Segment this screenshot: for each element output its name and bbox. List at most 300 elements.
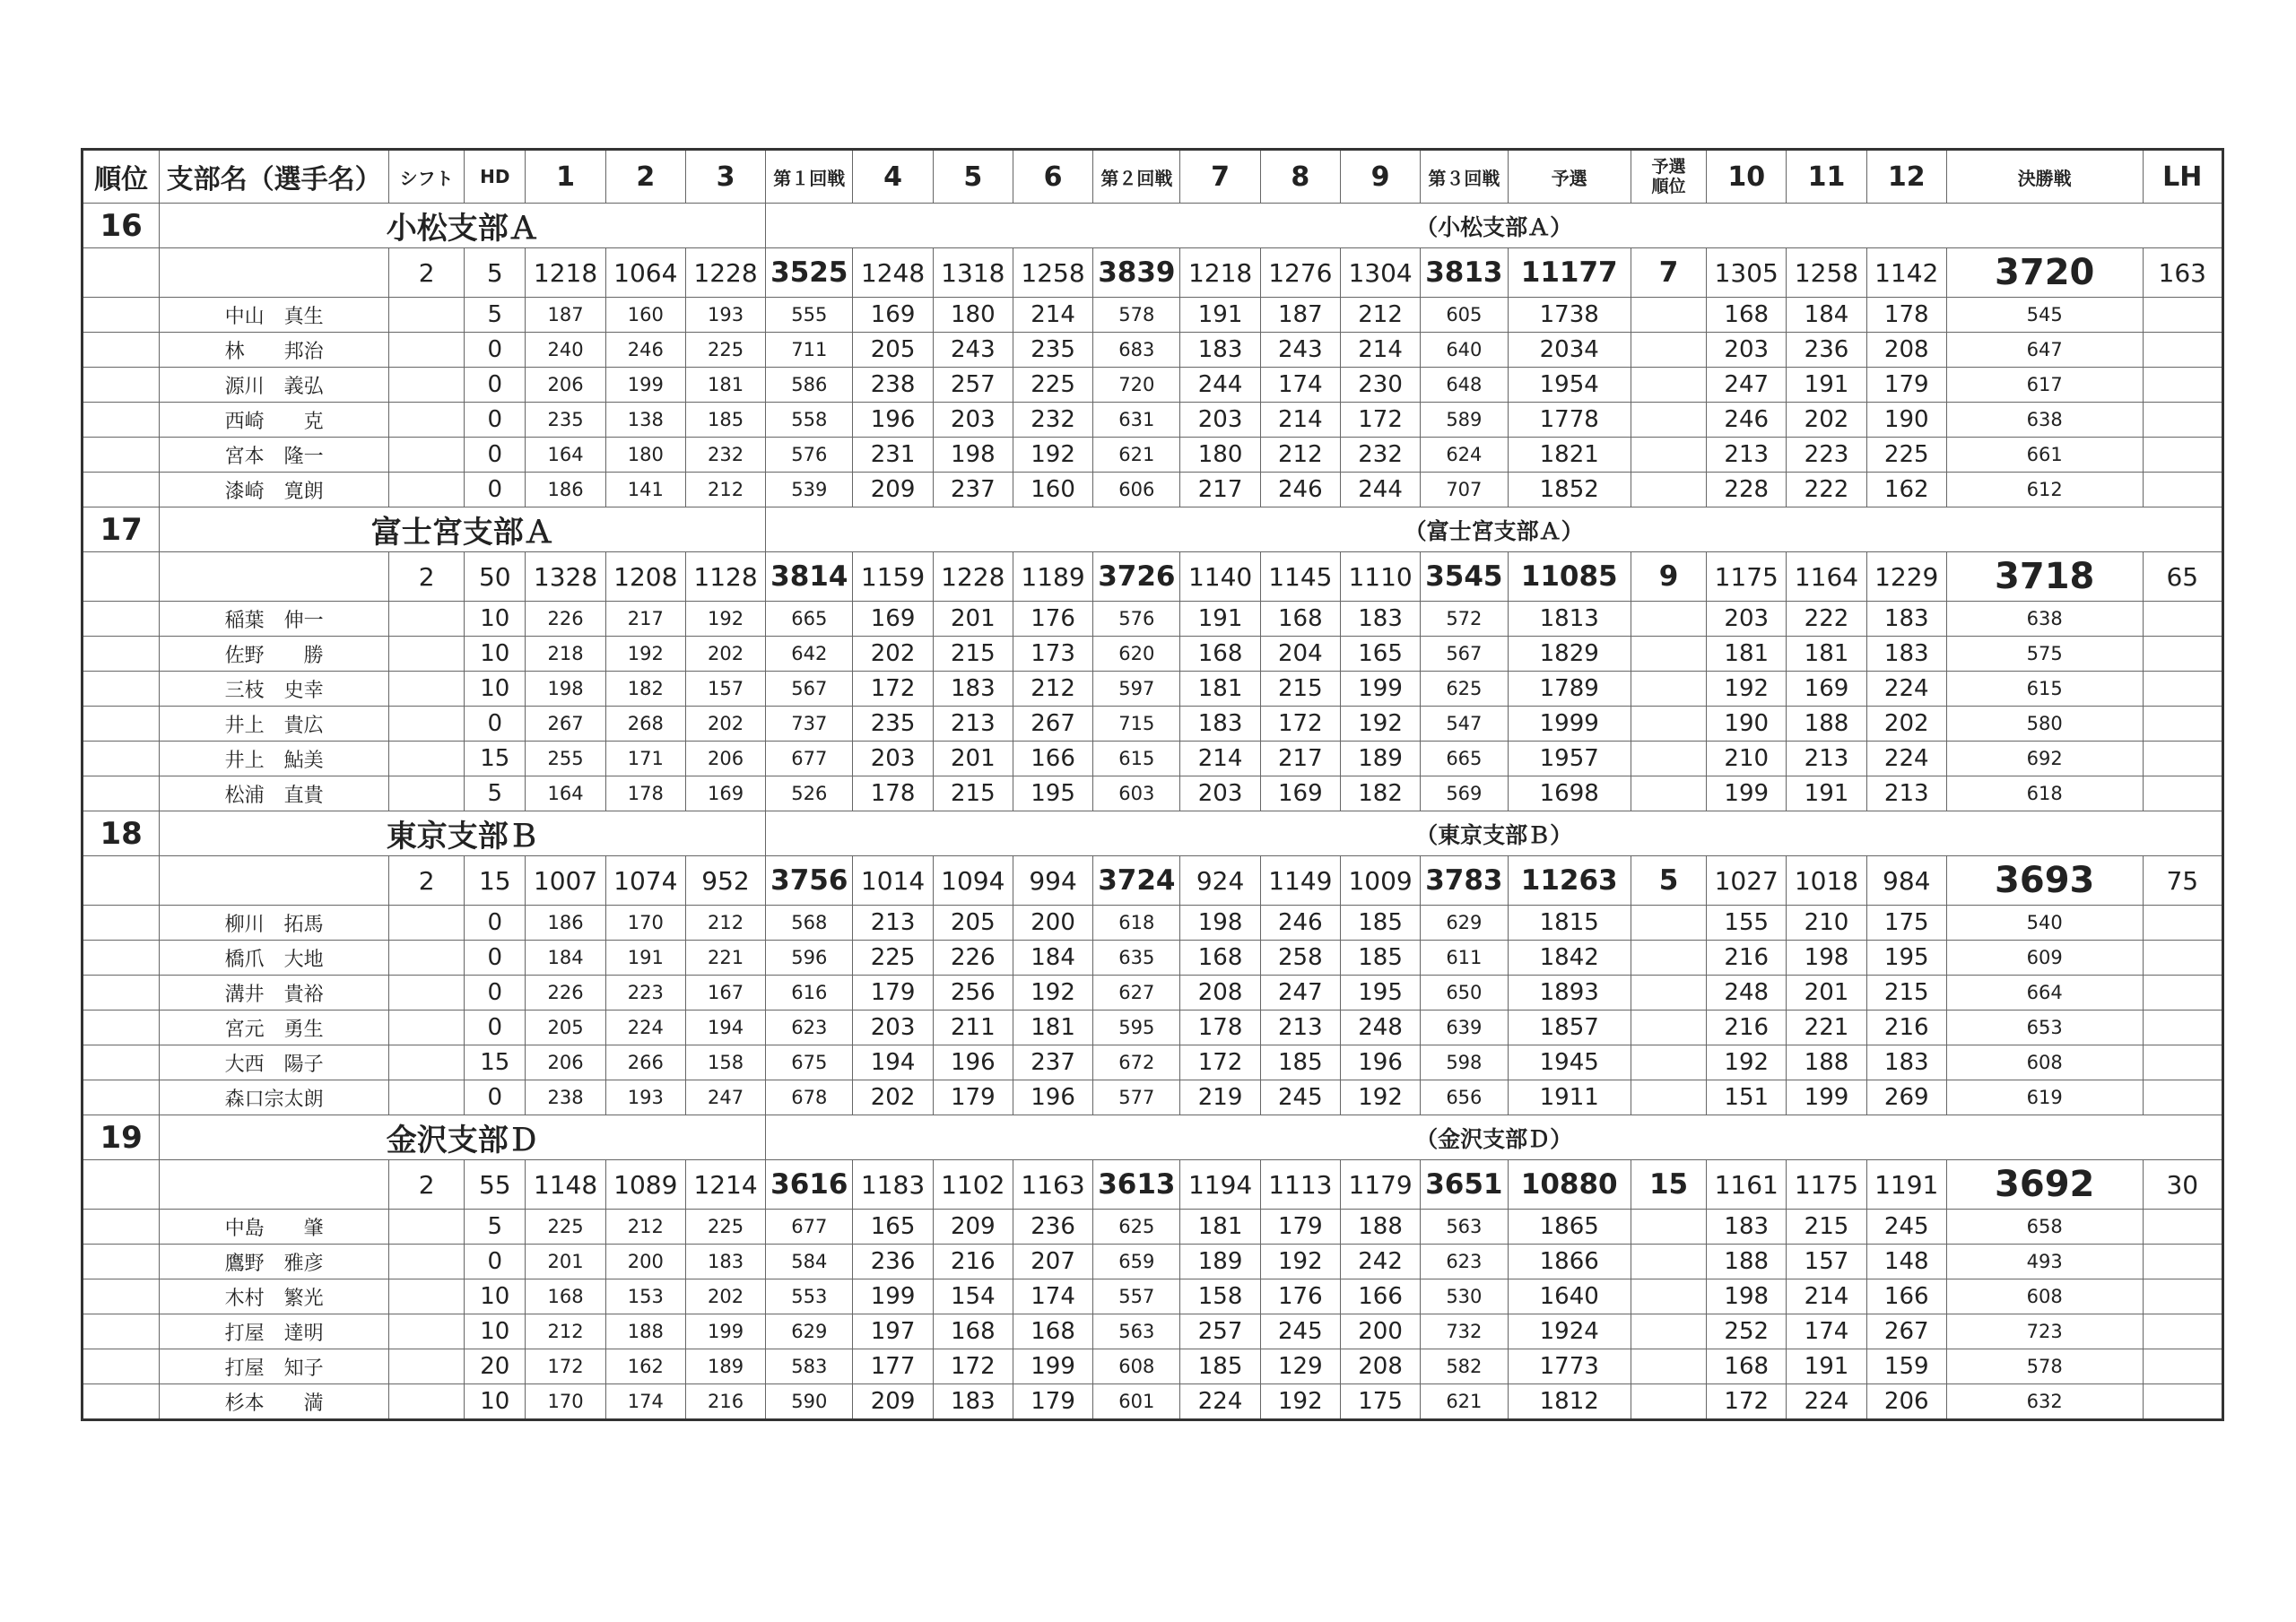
player-hd: 5 xyxy=(465,1210,526,1245)
player-r1: 590 xyxy=(766,1384,853,1420)
player-g2: 224 xyxy=(605,1010,685,1045)
team-header-row xyxy=(83,204,2223,248)
team-name: 小松支部Ａ xyxy=(160,204,766,248)
total-g5: 1318 xyxy=(933,248,1013,298)
player-g9: 200 xyxy=(1340,1314,1420,1349)
player-g7: 168 xyxy=(1180,637,1260,672)
player-g7: 185 xyxy=(1180,1349,1260,1384)
total-g2: 1074 xyxy=(605,856,685,906)
player-g11: 222 xyxy=(1787,602,1866,637)
blank-cell xyxy=(160,1160,389,1210)
player-r3: 547 xyxy=(1421,707,1508,742)
player-g7: 180 xyxy=(1180,438,1260,473)
player-g5: 180 xyxy=(933,298,1013,333)
total-r1: 3814 xyxy=(766,552,853,602)
player-g2: 141 xyxy=(605,473,685,507)
player-g2: 160 xyxy=(605,298,685,333)
col-header-rank: 順位 xyxy=(83,150,160,204)
player-name: 宮本 隆一 xyxy=(160,438,389,473)
player-g8: 168 xyxy=(1260,602,1340,637)
player-final: 638 xyxy=(1946,403,2143,438)
blank-cell xyxy=(83,1010,160,1045)
blank-cell xyxy=(83,473,160,507)
player-g9: 195 xyxy=(1340,976,1420,1010)
player-g12: 183 xyxy=(1866,1045,1946,1080)
player-final: 723 xyxy=(1946,1314,2143,1349)
player-r3: 582 xyxy=(1421,1349,1508,1384)
blank-cell xyxy=(1631,473,1706,507)
total-r3: 3545 xyxy=(1421,552,1508,602)
blank-cell xyxy=(388,1210,464,1245)
player-final: 540 xyxy=(1946,906,2143,941)
player-g4: 172 xyxy=(853,672,933,707)
player-hd: 0 xyxy=(465,1245,526,1279)
player-g8: 192 xyxy=(1260,1245,1340,1279)
total-r1: 3616 xyxy=(766,1160,853,1210)
blank-cell xyxy=(83,1384,160,1420)
player-g10: 199 xyxy=(1707,776,1787,811)
player-g8: 192 xyxy=(1260,1384,1340,1420)
blank-cell xyxy=(2143,941,2222,976)
player-g3: 183 xyxy=(685,1245,765,1279)
player-prelim: 1954 xyxy=(1508,368,1631,403)
blank-cell xyxy=(388,906,464,941)
total-g4: 1014 xyxy=(853,856,933,906)
player-prelim: 1852 xyxy=(1508,473,1631,507)
player-g2: 162 xyxy=(605,1349,685,1384)
blank-cell xyxy=(83,976,160,1010)
player-g1: 186 xyxy=(526,906,605,941)
player-g2: 200 xyxy=(605,1245,685,1279)
blank-cell xyxy=(388,1279,464,1314)
player-g11: 222 xyxy=(1787,473,1866,507)
total-final: 3693 xyxy=(1946,856,2143,906)
player-g10: 155 xyxy=(1707,906,1787,941)
player-r3: 563 xyxy=(1421,1210,1508,1245)
player-final: 664 xyxy=(1946,976,2143,1010)
player-g11: 210 xyxy=(1787,906,1866,941)
player-g12: 183 xyxy=(1866,637,1946,672)
blank-cell xyxy=(388,672,464,707)
player-final: 638 xyxy=(1946,602,2143,637)
col-header-round2: 第２回戦 xyxy=(1093,150,1180,204)
player-hd: 10 xyxy=(465,672,526,707)
player-g4: 165 xyxy=(853,1210,933,1245)
player-g6: 160 xyxy=(1013,473,1092,507)
player-r1: 623 xyxy=(766,1010,853,1045)
player-r2: 601 xyxy=(1093,1384,1180,1420)
player-g5: 196 xyxy=(933,1045,1013,1080)
blank-cell xyxy=(2143,298,2222,333)
player-g2: 199 xyxy=(605,368,685,403)
player-g3: 202 xyxy=(685,707,765,742)
blank-cell xyxy=(1631,1384,1706,1420)
total-r3: 3813 xyxy=(1421,248,1508,298)
player-g4: 209 xyxy=(853,473,933,507)
player-g12: 224 xyxy=(1866,742,1946,776)
blank-cell xyxy=(2143,1349,2222,1384)
player-name: 三枝 史幸 xyxy=(160,672,389,707)
player-g1: 168 xyxy=(526,1279,605,1314)
player-prelim: 1773 xyxy=(1508,1349,1631,1384)
player-g11: 191 xyxy=(1787,776,1866,811)
player-g4: 179 xyxy=(853,976,933,1010)
col-header-prelim-rank: 予選 順位 xyxy=(1631,150,1706,204)
player-g11: 224 xyxy=(1787,1384,1866,1420)
player-g2: 174 xyxy=(605,1384,685,1420)
blank-cell xyxy=(2143,1314,2222,1349)
player-row xyxy=(83,403,2223,438)
team-header-row xyxy=(83,811,2223,856)
blank-cell xyxy=(388,438,464,473)
player-g11: 215 xyxy=(1787,1210,1866,1245)
blank-cell xyxy=(1631,1349,1706,1384)
total-g1: 1007 xyxy=(526,856,605,906)
player-name: 打屋 達明 xyxy=(160,1314,389,1349)
player-g1: 186 xyxy=(526,473,605,507)
player-hd: 5 xyxy=(465,776,526,811)
player-g7: 189 xyxy=(1180,1245,1260,1279)
total-g12: 1142 xyxy=(1866,248,1946,298)
player-g3: 212 xyxy=(685,906,765,941)
player-g9: 192 xyxy=(1340,1080,1420,1115)
player-g6: 225 xyxy=(1013,368,1092,403)
player-g6: 196 xyxy=(1013,1080,1092,1115)
player-g11: 191 xyxy=(1787,368,1866,403)
blank-cell xyxy=(388,1349,464,1384)
player-g10: 183 xyxy=(1707,1210,1787,1245)
player-row xyxy=(83,368,2223,403)
col-header-round1: 第１回戦 xyxy=(766,150,853,204)
player-g10: 151 xyxy=(1707,1080,1787,1115)
player-g10: 203 xyxy=(1707,333,1787,368)
player-g6: 199 xyxy=(1013,1349,1092,1384)
player-r1: 711 xyxy=(766,333,853,368)
player-prelim: 1945 xyxy=(1508,1045,1631,1080)
player-g2: 153 xyxy=(605,1279,685,1314)
blank-cell xyxy=(388,298,464,333)
player-g10: 181 xyxy=(1707,637,1787,672)
blank-cell xyxy=(388,637,464,672)
player-g3: 202 xyxy=(685,1279,765,1314)
total-prelim: 11177 xyxy=(1508,248,1631,298)
player-g6: 174 xyxy=(1013,1279,1092,1314)
blank-cell xyxy=(1631,976,1706,1010)
blank-cell xyxy=(2143,438,2222,473)
team-header-row xyxy=(83,507,2223,552)
player-g10: 248 xyxy=(1707,976,1787,1010)
player-g8: 176 xyxy=(1260,1279,1340,1314)
blank-cell xyxy=(83,1349,160,1384)
player-g2: 246 xyxy=(605,333,685,368)
player-g3: 189 xyxy=(685,1349,765,1384)
player-g3: 247 xyxy=(685,1080,765,1115)
player-g3: 232 xyxy=(685,438,765,473)
player-name: 杉本 満 xyxy=(160,1384,389,1420)
player-final: 580 xyxy=(1946,707,2143,742)
player-g5: 198 xyxy=(933,438,1013,473)
player-g9: 175 xyxy=(1340,1384,1420,1420)
player-name: 林 邦治 xyxy=(160,333,389,368)
player-final: 575 xyxy=(1946,637,2143,672)
player-final: 493 xyxy=(1946,1245,2143,1279)
player-row xyxy=(83,1314,2223,1349)
player-name: 柳川 拓馬 xyxy=(160,906,389,941)
total-g7: 1140 xyxy=(1180,552,1260,602)
player-g6: 173 xyxy=(1013,637,1092,672)
player-g3: 212 xyxy=(685,473,765,507)
player-g4: 225 xyxy=(853,941,933,976)
blank-cell xyxy=(388,602,464,637)
player-g5: 168 xyxy=(933,1314,1013,1349)
col-header-g2: 2 xyxy=(605,150,685,204)
player-row xyxy=(83,1279,2223,1314)
player-g4: 236 xyxy=(853,1245,933,1279)
player-g7: 203 xyxy=(1180,403,1260,438)
player-r2: 597 xyxy=(1093,672,1180,707)
player-row xyxy=(83,776,2223,811)
player-row xyxy=(83,1349,2223,1384)
player-g6: 195 xyxy=(1013,776,1092,811)
player-r3: 625 xyxy=(1421,672,1508,707)
player-r2: 631 xyxy=(1093,403,1180,438)
player-g9: 208 xyxy=(1340,1349,1420,1384)
total-g2: 1064 xyxy=(605,248,685,298)
player-g9: 183 xyxy=(1340,602,1420,637)
player-g8: 212 xyxy=(1260,438,1340,473)
player-g12: 208 xyxy=(1866,333,1946,368)
player-g11: 188 xyxy=(1787,707,1866,742)
blank-cell xyxy=(1631,1279,1706,1314)
total-prelim: 10880 xyxy=(1508,1160,1631,1210)
player-row xyxy=(83,742,2223,776)
col-header-g7: 7 xyxy=(1180,150,1260,204)
player-g1: 172 xyxy=(526,1349,605,1384)
player-g3: 158 xyxy=(685,1045,765,1080)
player-hd: 10 xyxy=(465,637,526,672)
player-row xyxy=(83,672,2223,707)
player-g10: 192 xyxy=(1707,1045,1787,1080)
player-g5: 215 xyxy=(933,776,1013,811)
total-r2: 3839 xyxy=(1093,248,1180,298)
total-r3: 3783 xyxy=(1421,856,1508,906)
team-total-row xyxy=(83,552,2223,602)
blank-cell xyxy=(1631,333,1706,368)
team-rank: 16 xyxy=(83,204,160,248)
total-g3: 1128 xyxy=(685,552,765,602)
blank-cell xyxy=(83,941,160,976)
player-hd: 0 xyxy=(465,906,526,941)
total-g10: 1175 xyxy=(1707,552,1787,602)
blank-cell xyxy=(2143,602,2222,637)
player-g7: 198 xyxy=(1180,906,1260,941)
player-r3: 650 xyxy=(1421,976,1508,1010)
player-prelim: 1865 xyxy=(1508,1210,1631,1245)
player-final: 658 xyxy=(1946,1210,2143,1245)
blank-cell xyxy=(388,1245,464,1279)
total-prelim-rank: 7 xyxy=(1631,248,1706,298)
player-g9: 182 xyxy=(1340,776,1420,811)
total-hd: 55 xyxy=(465,1160,526,1210)
player-g2: 193 xyxy=(605,1080,685,1115)
total-r3: 3651 xyxy=(1421,1160,1508,1210)
blank-cell xyxy=(83,707,160,742)
player-g7: 244 xyxy=(1180,368,1260,403)
player-g4: 202 xyxy=(853,1080,933,1115)
blank-cell xyxy=(2143,333,2222,368)
total-g4: 1159 xyxy=(853,552,933,602)
player-g7: 208 xyxy=(1180,976,1260,1010)
player-g1: 201 xyxy=(526,1245,605,1279)
player-g1: 218 xyxy=(526,637,605,672)
blank-cell xyxy=(2143,1245,2222,1279)
total-g1: 1218 xyxy=(526,248,605,298)
player-name: 溝井 貴裕 xyxy=(160,976,389,1010)
player-g3: 169 xyxy=(685,776,765,811)
total-prelim-rank: 5 xyxy=(1631,856,1706,906)
col-header-g8: 8 xyxy=(1260,150,1340,204)
player-g10: 213 xyxy=(1707,438,1787,473)
player-r1: 567 xyxy=(766,672,853,707)
team-name: 東京支部Ｂ xyxy=(160,811,766,856)
col-header-hd: HD xyxy=(465,150,526,204)
player-g10: 192 xyxy=(1707,672,1787,707)
col-header-g5: 5 xyxy=(933,150,1013,204)
player-hd: 15 xyxy=(465,1045,526,1080)
player-r1: 558 xyxy=(766,403,853,438)
player-g6: 168 xyxy=(1013,1314,1092,1349)
player-g8: 129 xyxy=(1260,1349,1340,1384)
player-g11: 184 xyxy=(1787,298,1866,333)
total-shift: 2 xyxy=(388,552,464,602)
player-name: 打屋 知子 xyxy=(160,1349,389,1384)
player-g5: 215 xyxy=(933,637,1013,672)
player-name: 中山 真生 xyxy=(160,298,389,333)
blank-cell xyxy=(1631,403,1706,438)
player-g6: 166 xyxy=(1013,742,1092,776)
player-prelim: 1738 xyxy=(1508,298,1631,333)
blank-cell xyxy=(83,602,160,637)
player-hd: 0 xyxy=(465,438,526,473)
blank-cell xyxy=(1631,1314,1706,1349)
player-r3: 621 xyxy=(1421,1384,1508,1420)
player-g10: 228 xyxy=(1707,473,1787,507)
blank-cell xyxy=(2143,707,2222,742)
blank-cell xyxy=(83,1314,160,1349)
player-r2: 603 xyxy=(1093,776,1180,811)
player-r2: 672 xyxy=(1093,1045,1180,1080)
player-g4: 199 xyxy=(853,1279,933,1314)
table-body xyxy=(83,204,2223,1420)
player-g5: 243 xyxy=(933,333,1013,368)
total-g11: 1175 xyxy=(1787,1160,1866,1210)
player-g7: 181 xyxy=(1180,672,1260,707)
player-g4: 202 xyxy=(853,637,933,672)
player-g12: 179 xyxy=(1866,368,1946,403)
player-hd: 10 xyxy=(465,1279,526,1314)
player-g10: 252 xyxy=(1707,1314,1787,1349)
player-row xyxy=(83,1045,2223,1080)
player-g10: 172 xyxy=(1707,1384,1787,1420)
player-g4: 197 xyxy=(853,1314,933,1349)
total-shift: 2 xyxy=(388,1160,464,1210)
blank-cell xyxy=(83,637,160,672)
player-g6: 237 xyxy=(1013,1045,1092,1080)
player-g9: 165 xyxy=(1340,637,1420,672)
player-g1: 187 xyxy=(526,298,605,333)
blank-cell xyxy=(2143,403,2222,438)
player-g12: 269 xyxy=(1866,1080,1946,1115)
player-r2: 615 xyxy=(1093,742,1180,776)
player-r1: 596 xyxy=(766,941,853,976)
blank-cell xyxy=(388,1384,464,1420)
player-name: 佐野 勝 xyxy=(160,637,389,672)
player-g1: 240 xyxy=(526,333,605,368)
player-g8: 204 xyxy=(1260,637,1340,672)
player-g8: 246 xyxy=(1260,473,1340,507)
team-rank: 17 xyxy=(83,507,160,552)
player-final: 692 xyxy=(1946,742,2143,776)
blank-cell xyxy=(83,776,160,811)
player-r2: 618 xyxy=(1093,906,1180,941)
player-r1: 584 xyxy=(766,1245,853,1279)
player-final: 618 xyxy=(1946,776,2143,811)
player-r3: 605 xyxy=(1421,298,1508,333)
player-g9: 192 xyxy=(1340,707,1420,742)
player-g4: 177 xyxy=(853,1349,933,1384)
player-g9: 214 xyxy=(1340,333,1420,368)
player-g3: 206 xyxy=(685,742,765,776)
player-final: 608 xyxy=(1946,1045,2143,1080)
player-r2: 715 xyxy=(1093,707,1180,742)
player-g1: 255 xyxy=(526,742,605,776)
blank-cell xyxy=(2143,368,2222,403)
player-g7: 219 xyxy=(1180,1080,1260,1115)
player-r1: 568 xyxy=(766,906,853,941)
blank-cell xyxy=(1631,602,1706,637)
blank-cell xyxy=(1631,1210,1706,1245)
player-r3: 567 xyxy=(1421,637,1508,672)
player-name: 稲葉 伸一 xyxy=(160,602,389,637)
blank-cell xyxy=(1631,941,1706,976)
player-hd: 0 xyxy=(465,473,526,507)
player-hd: 0 xyxy=(465,941,526,976)
total-prelim-rank: 9 xyxy=(1631,552,1706,602)
player-r1: 665 xyxy=(766,602,853,637)
team-name-sub: （小松支部Ａ） xyxy=(766,204,2223,248)
blank-cell xyxy=(83,1080,160,1115)
blank-cell xyxy=(388,1080,464,1115)
total-prelim: 11263 xyxy=(1508,856,1631,906)
player-g5: 226 xyxy=(933,941,1013,976)
player-name: 漆崎 寛朗 xyxy=(160,473,389,507)
player-g6: 236 xyxy=(1013,1210,1092,1245)
player-row xyxy=(83,1384,2223,1420)
player-g6: 232 xyxy=(1013,403,1092,438)
player-g2: 191 xyxy=(605,941,685,976)
total-lh: 163 xyxy=(2143,248,2222,298)
player-hd: 0 xyxy=(465,976,526,1010)
player-g1: 226 xyxy=(526,976,605,1010)
player-r1: 576 xyxy=(766,438,853,473)
player-r1: 616 xyxy=(766,976,853,1010)
player-r2: 659 xyxy=(1093,1245,1180,1279)
player-g12: 245 xyxy=(1866,1210,1946,1245)
player-r2: 557 xyxy=(1093,1279,1180,1314)
player-g8: 172 xyxy=(1260,707,1340,742)
player-g7: 168 xyxy=(1180,941,1260,976)
blank-cell xyxy=(2143,776,2222,811)
